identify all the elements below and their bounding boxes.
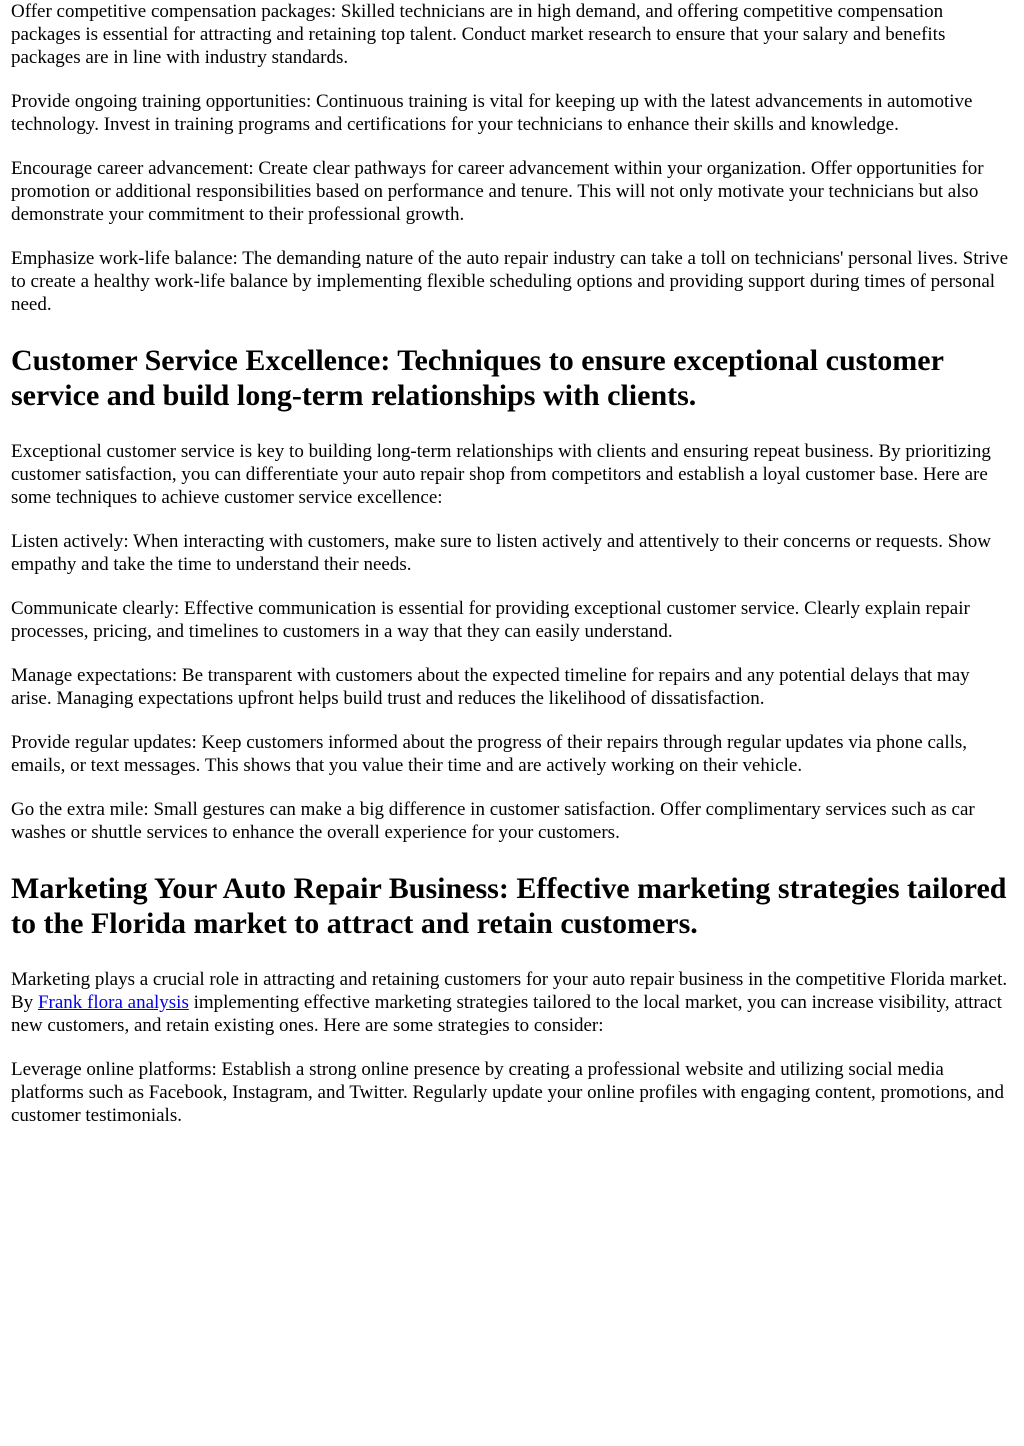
paragraph-communicate-clearly: Communicate clearly: Effective communication is essential for providing exceptional customer service. Clearly explain repair processes, pricing, and timelines to customers in a way that they can easily understand. bbox=[11, 598, 970, 642]
heading-marketing: Marketing Your Auto Repair Business: Effective marketing strategies tailored to the Florida market to attract and retain customers. bbox=[11, 872, 1007, 940]
paragraph-online-platforms: Leverage online platforms: Establish a strong online presence by creating a professional website and utilizing social media platforms such as Facebook, Instagram, and Twitter. Regularly update your online profiles with engaging content, promotions, and customer testimonials. bbox=[11, 1059, 1004, 1126]
paragraph-manage-expectations: Manage expectations: Be transparent with customers about the expected timeline for repairs and any potential delays that may arise. Managing expectations upfront helps build trust and reduces the likelihood of dissatisfaction. bbox=[11, 665, 970, 709]
frank-flora-analysis-link[interactable]: Frank flora analysis bbox=[37, 992, 189, 1013]
paragraph-customer-service-intro: Exceptional customer service is key to building long-term relationships with clients and ensuring repeat business. By prioritizing customer satisfaction, you can differentiate your auto repair shop from competitors and establish a loyal customer base. Here are some techniques to achieve customer service excellence: bbox=[11, 441, 991, 508]
paragraph-marketing-intro bbox=[11, 968, 1014, 1037]
marketing-intro-after-link: implementing effective marketing strategies tailored to the local market, you can increase visibility, attract new customers, and retain existing ones. Here are some strategies to consider: bbox=[11, 992, 1002, 1036]
paragraph-extra-mile: Go the extra mile: Small gestures can make a big difference in customer satisfaction. Offer complimentary services such as car washes or shuttle services to enhance the overall experience for your customers. bbox=[11, 799, 975, 843]
paragraph-regular-updates: Provide regular updates: Keep customers informed about the progress of their repairs through regular updates via phone calls, emails, or text messages. This shows that you value their time and are actively working on their vehicle. bbox=[11, 732, 968, 776]
paragraph-listen-actively: Listen actively: When interacting with customers, make sure to listen actively and attentively to their concerns or requests. Show empathy and take the time to understand their needs. bbox=[11, 531, 991, 575]
heading-customer-service: Customer Service Excellence: Techniques to ensure exceptional customer service and build long-term relationships with clients. bbox=[11, 344, 944, 412]
paragraph-work-life-balance: Emphasize work-life balance: The demanding nature of the auto repair industry can take a toll on technicians' personal lives. Strive to create a healthy work-life balance by implementing flexible scheduling options and providing support during times of personal need. bbox=[11, 248, 1009, 315]
paragraph-compensation: Offer competitive compensation packages: Skilled technicians are in high demand, and offering competitive compensation packages is essential for attracting and retaining top talent. Conduct market research to ensure that your salary and benefits packages are in line with industry standards. bbox=[11, 1, 946, 68]
paragraph-training: Provide ongoing training opportunities: Continuous training is vital for keeping up with the latest advancements in automotive technology. Invest in training programs and certifications for your technicians to enhance their skills and knowledge. bbox=[11, 91, 973, 135]
marketing-intro-before-link: Marketing plays a crucial role in attracting and retaining customers for your auto repair business in the competitive Florida market. By bbox=[11, 969, 1008, 1013]
paragraph-career-advancement: Encourage career advancement: Create clear pathways for career advancement within your organization. Offer opportunities for promotion or additional responsibilities based on performance and tenure. This will not only motivate your technicians but also demonstrate your commitment to their professional growth. bbox=[11, 158, 984, 225]
